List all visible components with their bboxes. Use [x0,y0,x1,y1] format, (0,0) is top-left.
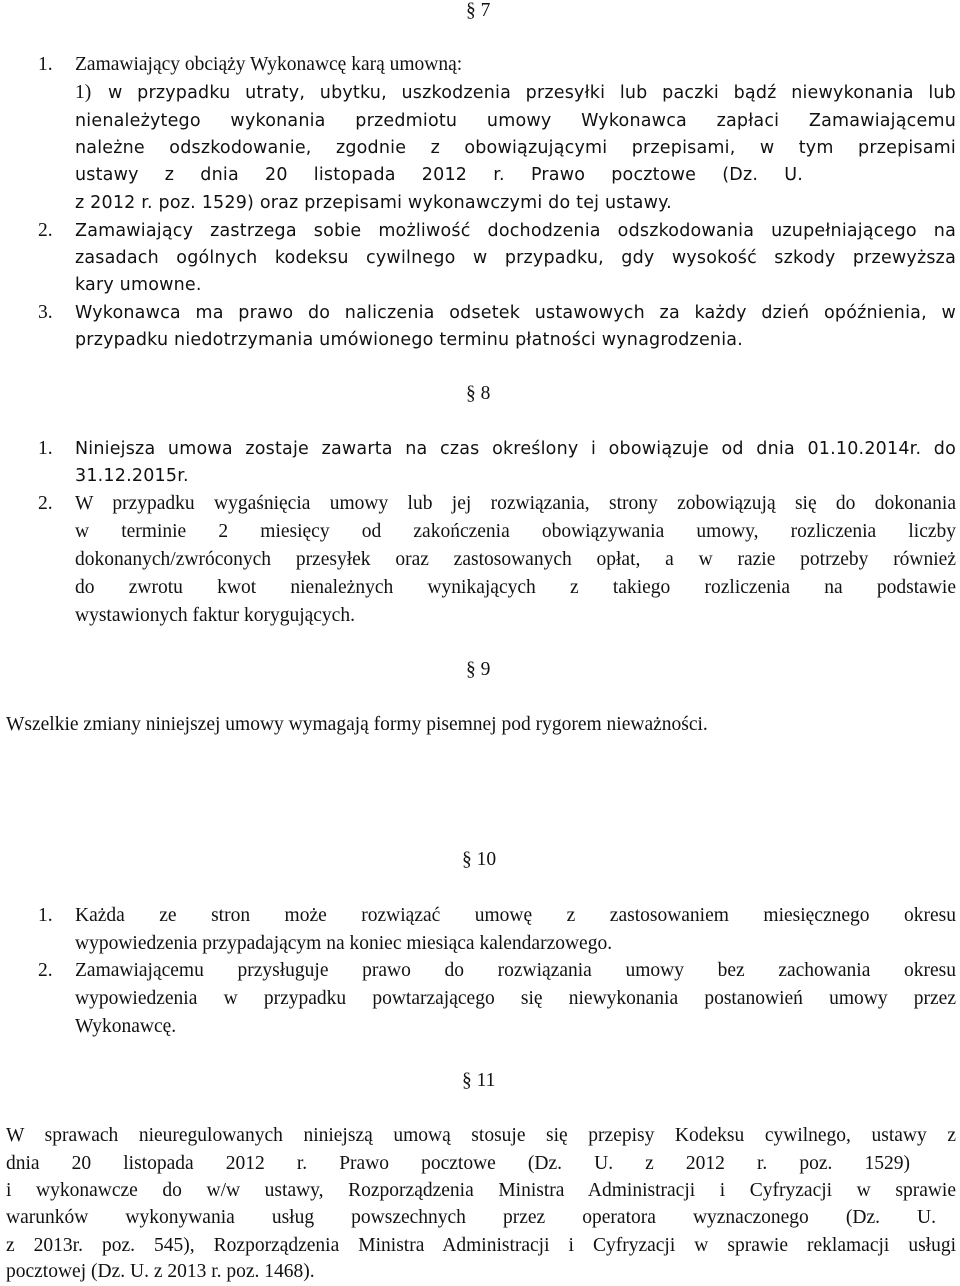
section-8-item-2-line: w terminie 2 miesięcy od zakończenia obowiązywania umowy, rozliczenia liczby [75,521,956,542]
section-7-item-1-number: 1. [38,54,53,75]
section-11-line: pocztowej (Dz. U. z 2013 r. poz. 1468). [6,1261,315,1282]
section-9-text: Wszelkie zmiany niniejszej umowy wymagają formy pisemnej pod rygorem nieważności. [6,714,708,735]
section-8-item-2-line: do zwrotu kwot nienależnych wynikających z takiego rozliczenia na podstawie [75,577,956,598]
section-7-sub-1-line: należne odszkodowanie, zgodnie z obowiązującymi przepisami, w tym przepisami [75,138,956,158]
section-10-item-1-line: Każda ze stron może rozwiązać umowę z zastosowaniem miesięcznego okresu [75,905,956,926]
section-11-heading: § 11 [462,1070,496,1091]
section-7-sub-1-line: z 2012 r. poz. 1529) oraz przepisami wykonawczymi do tej ustawy. [75,193,672,213]
section-8-item-1-line: 31.12.2015r. [75,466,189,486]
section-8-item-2-line: wystawionych faktur korygujących. [75,605,355,626]
section-7-item-2-line: zasadach ogólnych kodeksu cywilnego w przypadku, gdy wysokość szkody przewyższa [75,248,956,268]
section-7-item-2-line: kary umowne. [75,275,202,295]
section-9-heading: § 9 [466,659,491,680]
section-8-item-2-line: W przypadku wygaśnięcia umowy lub jej rozwiązania, strony zobowiązują się do dokonania [75,493,956,514]
section-7-item-3-number: 3. [38,302,53,323]
section-11-line: i wykonawcze do w/w ustawy, Rozporządzenia Ministra Administracji i Cyfryzacji w sprawie [6,1180,956,1201]
section-8-item-1-number: 1. [38,438,53,459]
section-10-item-1-line: wypowiedzenia przypadającym na koniec miesiąca kalendarzowego. [75,933,613,954]
section-7-sub-1-line: w przypadku utraty, ubytku, uszkodzenia przesyłki lub paczki bądź niewykonania lub [108,83,956,103]
section-10-heading: § 10 [462,849,497,870]
section-11-line: W sprawach nieuregulowanych niniejszą umową stosuje się przepisy Kodeksu cywilnego, ustawy z [6,1125,956,1146]
section-7-sub-1-number: 1) [75,82,92,103]
section-11-line: z 2013r. poz. 545), Rozporządzenia Ministra Administracji i Cyfryzacji w sprawie reklamacji usługi [6,1235,956,1256]
section-10-item-2-line: wypowiedzenia w przypadku powtarzającego się niewykonania postanowień umowy przez [75,988,956,1009]
section-8-heading: § 8 [466,383,491,404]
section-10-item-2-line: Zamawiającemu przysługuje prawo do rozwiązania umowy bez zachowania okresu [75,960,956,981]
section-8-item-2-number: 2. [38,493,53,514]
section-7-sub-1-line: ustawy z dnia 20 listopada 2012 r. Prawo pocztowe (Dz. U. [75,165,803,185]
section-7-item-2-number: 2. [38,220,53,241]
section-7-heading: § 7 [466,0,491,21]
section-7-item-3-line: Wykonawca ma prawo do naliczenia odsetek ustawowych za każdy dzień opóźnienia, w [75,303,956,323]
section-10-item-2-line: Wykonawcę. [75,1016,177,1037]
section-7-item-3-line: przypadku niedotrzymania umówionego terminu płatności wynagrodzenia. [75,330,743,350]
section-10-item-2-number: 2. [38,960,53,981]
section-8-item-1-line: Niniejsza umowa zostaje zawarta na czas określony i obowiązuje od dnia 01.10.2014r. do [75,439,956,459]
section-7-item-1-intro: Zamawiający obciąży Wykonawcę karą umowną: [75,54,463,75]
section-11-line: warunków wykonywania usług powszechnych przez operatora wyznaczonego (Dz. U. [6,1207,936,1228]
section-8-item-2-line: dokonanych/zwróconych przesyłek oraz zastosowanych opłat, a w razie potrzeby również [75,549,956,570]
section-11-line: dnia 20 listopada 2012 r. Prawo pocztowe (Dz. U. z 2012 r. poz. 1529) [6,1153,910,1174]
section-10-item-1-number: 1. [38,905,53,926]
section-7-sub-1-line: nienależytego wykonania przedmiotu umowy Wykonawca zapłaci Zamawiającemu [75,111,956,131]
section-7-item-2-line: Zamawiający zastrzega sobie możliwość dochodzenia odszkodowania uzupełniającego na [75,221,956,241]
